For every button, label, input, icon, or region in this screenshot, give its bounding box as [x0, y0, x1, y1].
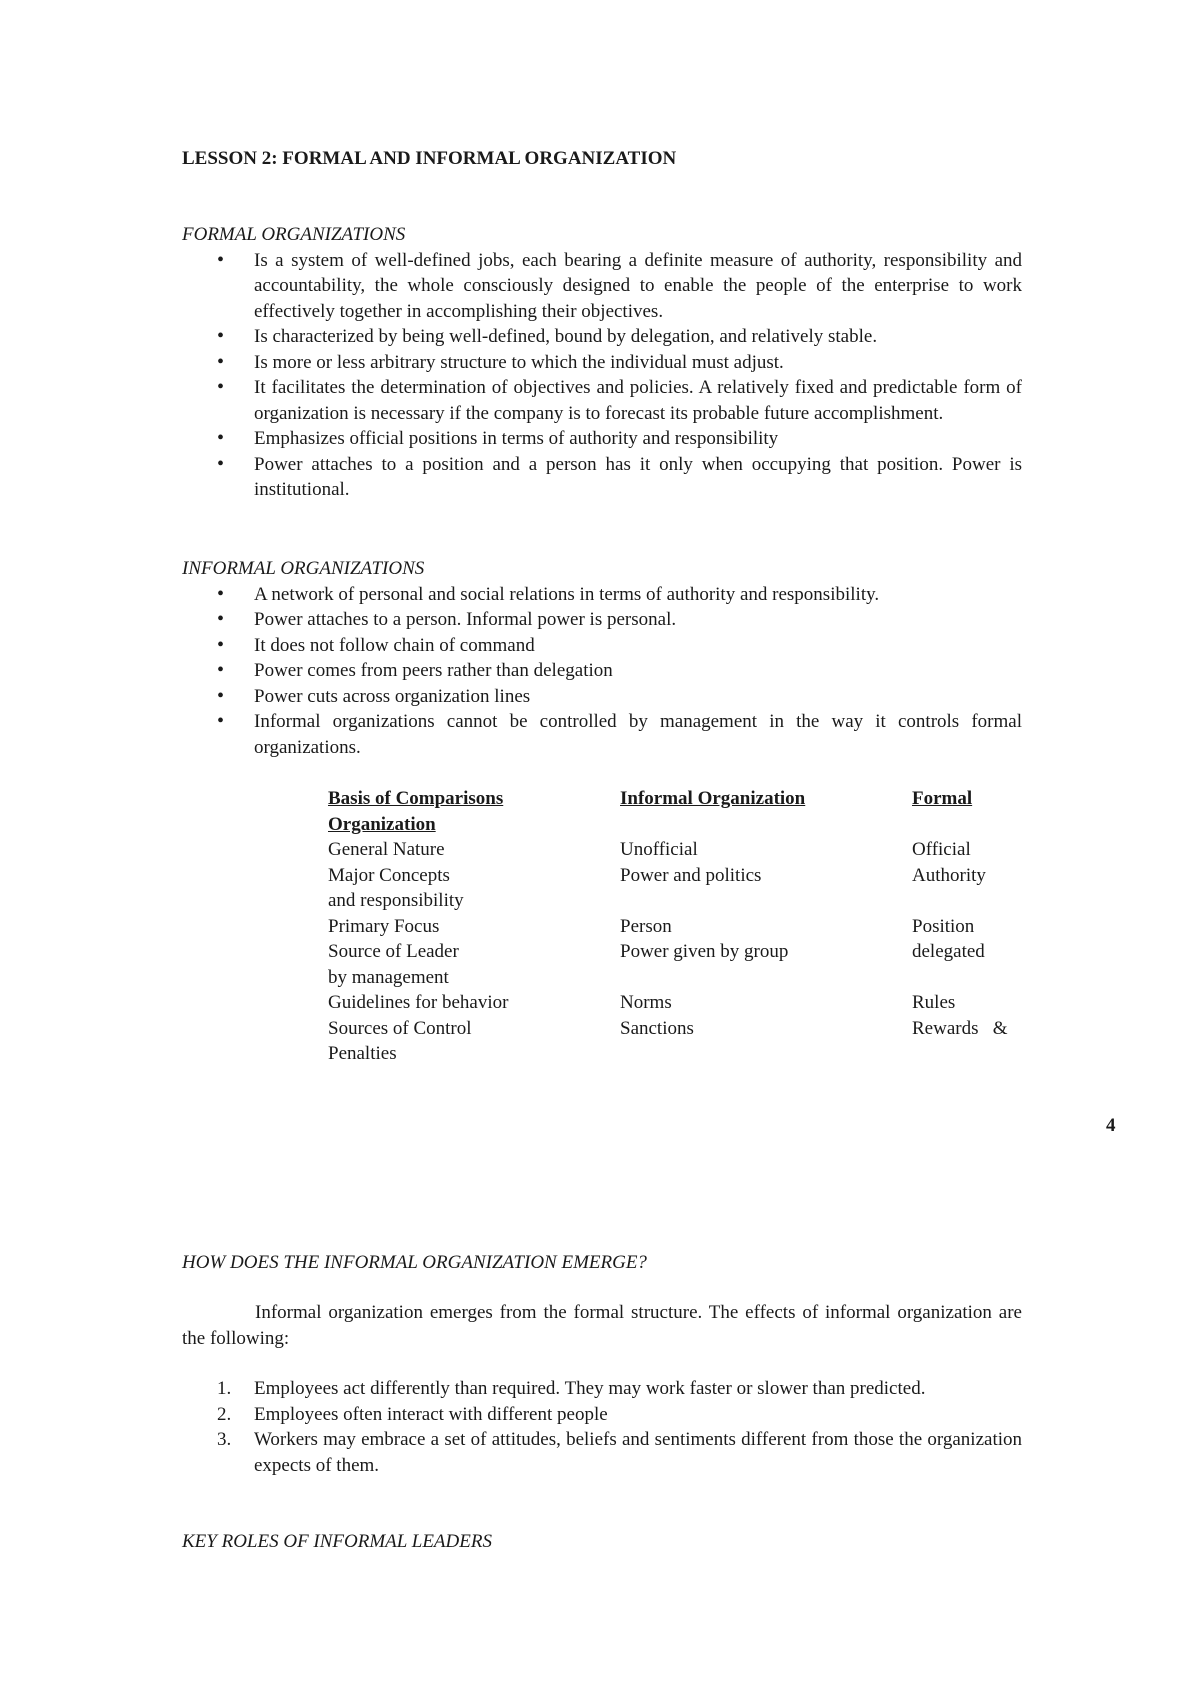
emerge-heading: HOW DOES THE INFORMAL ORGANIZATION EMERGE?: [182, 1252, 647, 1273]
cell-basis: General Nature: [328, 839, 445, 860]
list-item: • Power attaches to a person. Informal power is personal.: [182, 607, 1022, 633]
table-row: [328, 914, 1028, 940]
list-item: • Emphasizes official positions in terms of authority and responsibility: [182, 426, 1022, 452]
cell-informal: Power and politics: [620, 864, 762, 886]
lesson-title: LESSON 2: FORMAL AND INFORMAL ORGANIZATION: [182, 148, 677, 169]
cell-basis: Penalties: [328, 1043, 397, 1064]
table-header-row: [328, 786, 1028, 812]
table-header-row-wrap: [328, 812, 1028, 838]
cell-basis: Sources of Control: [328, 1017, 472, 1039]
cell-informal: Sanctions: [620, 1017, 694, 1039]
list-item: [182, 1427, 1022, 1478]
cell-formal: Official: [912, 839, 971, 860]
list-item: • Is more or less arbitrary structure to which the individual must adjust.: [182, 350, 1022, 376]
header-formal: Formal: [912, 788, 973, 809]
item-number: 1.: [217, 1378, 232, 1399]
header-basis: Basis of Comparisons: [328, 788, 504, 809]
item-number: 2.: [217, 1403, 232, 1425]
informal-list: [182, 582, 1022, 761]
cell-formal: Authority: [912, 864, 986, 886]
informal-organizations-section: [182, 556, 1022, 760]
formal-heading: FORMAL ORGANIZATIONS: [182, 224, 406, 245]
list-item: • It facilitates the determination of objectives and policies. A relatively fixed and predictable form of organization is necessary if the company is to forecast its probable future accomplishment.: [182, 375, 1022, 426]
table-row: [328, 990, 1028, 1016]
item-text: Employees act differently than required. They may work faster or slower than predicted.: [254, 1378, 926, 1399]
cell-informal: Person: [620, 915, 672, 937]
list-item: • It does not follow chain of command: [182, 633, 1022, 659]
table-row: [328, 1016, 1028, 1042]
cell-formal: Rules: [912, 992, 956, 1013]
table-row: [328, 1041, 1028, 1067]
list-item: [182, 1402, 1022, 1428]
formal-organizations-section: [182, 222, 1022, 503]
cell-basis: Major Concepts: [328, 864, 450, 886]
item-number: 3.: [217, 1429, 232, 1450]
cell-basis: Primary Focus: [328, 915, 440, 937]
page-number: 4: [1106, 1115, 1116, 1136]
cell-basis: Guidelines for behavior: [328, 992, 509, 1013]
effects-list: [182, 1376, 1022, 1478]
cell-formal: delegated: [912, 941, 985, 962]
item-text: Employees often interact with different people: [254, 1403, 608, 1425]
table-row: [328, 939, 1028, 965]
cell-informal: Norms: [620, 992, 672, 1013]
comparison-table: [328, 786, 1028, 1067]
cell-informal: Power given by group: [620, 941, 789, 962]
header-informal: Informal Organization: [620, 788, 806, 809]
list-item: • Power attaches to a position and a person has it only when occupying that position. Power is institutional.: [182, 452, 1022, 503]
list-item: • Informal organizations cannot be controlled by management in the way it controls formal organizations.: [182, 709, 1022, 760]
list-item: [182, 1376, 1022, 1402]
cell-formal: Position: [912, 915, 975, 937]
cell-formal: Rewards &: [912, 1017, 1008, 1039]
header-formal-wrap: Organization: [328, 813, 436, 835]
key-roles-heading: KEY ROLES OF INFORMAL LEADERS: [182, 1531, 492, 1552]
list-item: • Power cuts across organization lines: [182, 684, 1022, 710]
list-item: • Power comes from peers rather than delegation: [182, 658, 1022, 684]
list-item: • A network of personal and social relations in terms of authority and responsibility.: [182, 582, 1022, 608]
list-item: • Is characterized by being well-defined, bound by delegation, and relatively stable.: [182, 324, 1022, 350]
cell-basis: by management: [328, 966, 449, 988]
informal-heading: INFORMAL ORGANIZATIONS: [182, 558, 425, 579]
cell-informal: Unofficial: [620, 839, 698, 860]
table-row: [328, 888, 1028, 914]
table-row: [328, 863, 1028, 889]
list-item: • Is a system of well-defined jobs, each bearing a definite measure of authority, responsibility and accountability, the whole consciously designed to enable the people of the enterprise to work effectively together in accomplishing their objectives.: [182, 248, 1022, 325]
cell-basis: and responsibility: [328, 890, 464, 911]
table-row: [328, 837, 1028, 863]
formal-list: [182, 248, 1022, 503]
emerge-intro-paragraph: Informal organization emerges from the formal structure. The effects of informal organization are the following:: [182, 1302, 1022, 1349]
effects-section: [182, 1376, 1022, 1478]
cell-basis: Source of Leader: [328, 941, 459, 962]
table-row: [328, 965, 1028, 991]
item-text: Workers may embrace a set of attitudes, beliefs and sentiments different from those the organization expects of them.: [254, 1429, 1022, 1476]
